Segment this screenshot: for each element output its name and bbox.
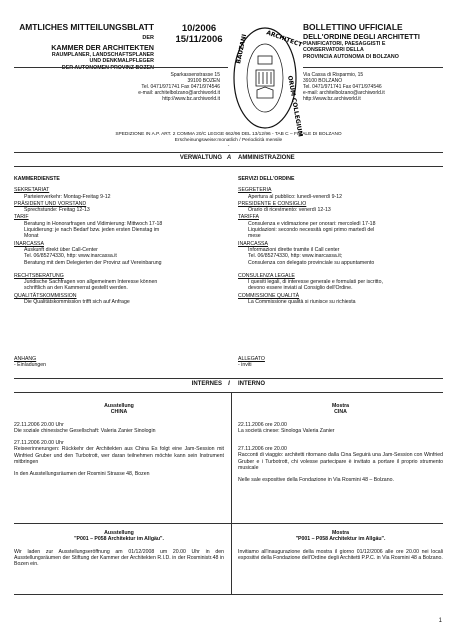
exhibit-head: Mostra	[331, 530, 349, 536]
header-left-title-1-suffix: DER	[142, 35, 154, 41]
service-line: Liquidazioni: secondo necessità ogni primo martedì del	[248, 227, 375, 234]
intern-row-divider	[14, 523, 443, 524]
exhibit-head: Ausstellung	[104, 530, 134, 536]
exhibit-date: 22.11.2006 ore 20.00	[238, 421, 287, 428]
exhibit-text: La società cinese: Sinologa Valeria Zanier	[238, 427, 335, 434]
header-right-title-2: DELL'ORDINE DEGLI ARCHITETTI	[303, 32, 420, 41]
service-line: Die Qualitätskommission trifft sich auf Anfrage	[24, 299, 130, 306]
service-title: RECHTSBERATUNG	[14, 272, 64, 279]
right-address-line: Via Cassa di Risparmio, 15	[303, 72, 364, 78]
shipping-info	[14, 132, 443, 150]
intern-bar-top-rule	[14, 378, 443, 379]
chamber-seal-logo	[232, 24, 304, 138]
service-title: PRESIDENTE E CONSIGLIO	[238, 200, 307, 207]
right-address	[303, 72, 443, 102]
header-right-rule	[303, 67, 443, 68]
exhibit-location: In den Ausstellungsräumen der Rosmini Strasse 48, Bozen	[14, 471, 150, 478]
section-bar-top-rule	[14, 152, 443, 153]
services-left-column	[14, 176, 220, 305]
attachments-right-item: - inviti	[238, 362, 252, 369]
header-right-sub-2: CONSERVATORI DELLA	[303, 47, 364, 54]
service-line: La Commissione qualità si riunisce su richiesta	[248, 299, 356, 306]
service-title: INARCASSA	[14, 240, 44, 247]
services-right-heading: SERVIZI DELL'ORDINE	[238, 176, 295, 182]
attachments-left-item: - Einladungen	[14, 362, 47, 369]
intern-bar-left: INTERNES	[191, 381, 222, 387]
exhibit-date: 22.11.2006 20.00 Uhr	[14, 421, 64, 428]
service-title: QUALITÄTSKOMMISSION	[14, 292, 77, 299]
service-title: TARIF	[14, 214, 29, 221]
shipping-dash: -	[227, 144, 230, 149]
issue-date: 15/11/2006	[175, 34, 223, 45]
services-left-heading: KAMMERDIENSTE	[14, 176, 60, 182]
service-line: Beratung mit dem Delegierten der Provinz auf Vereinbarung	[24, 259, 162, 266]
attachments-left-title: ANHANG	[14, 356, 37, 362]
exhibit-text: Wir laden zur Ausstellungseröffnung am 01/12/2008 um 20.00 Uhr in den Ausstellungsräumen der Stiftung der Kammer der Architekten R.I.D. in der Rosministr.48 in Bozen ein.	[14, 548, 224, 568]
service-line: Orario di ricevimento: venerdì 12-13	[248, 207, 331, 214]
service-line: Consulenza con delegato provinciale su appuntamento	[248, 259, 375, 266]
header-left-sub-3: DER AUTONOMEN PROVINZ BOZEN	[61, 64, 154, 71]
service-line: Sprechstunde: Freitag 12-13	[24, 207, 90, 214]
service-line: Beratung in Honorarfragen und Vidimierung: Mittwoch 17-18	[24, 220, 163, 227]
intern-bar-right: INTERNO	[238, 381, 265, 387]
right-address-website[interactable]: http://www.bz.archiworld.it	[303, 96, 361, 102]
service-line: Monat	[24, 233, 39, 240]
svg-text:ORUM COLLEGIUM: ORUM COLLEGIUM	[286, 75, 304, 138]
service-line: Juridische Sachfragen von allgemeinem Interesse können	[24, 279, 158, 286]
header-left-sub-2: UND DENKMALPFLEGER	[89, 58, 154, 65]
service-title: SEKRETARIAT	[14, 187, 50, 194]
intern-bar-separator: I	[228, 381, 230, 387]
intern-bar-bottom-rule	[14, 392, 443, 393]
header-left-title-block	[14, 23, 154, 71]
exhibit-head: "P001 – P058 Architektur im Allgäu".	[74, 536, 164, 543]
exhibit-china-it	[238, 403, 443, 484]
services-right-column	[238, 176, 443, 305]
exhibit-date: 27.11.2006 20.00 Uhr	[14, 440, 64, 447]
svg-text:ARCHITECT: ARCHITECT	[265, 29, 304, 49]
exhibit-text: Reiseerinnerungen: Rückkehr der Architekten aus China Es folgt eine Jam-Session mit Winfried Gruber und den Turbotrott, wer daran teilnehmen möchte kann sein Instrument mitbringen	[14, 446, 224, 466]
exhibit-text: Racconti di viaggio: architetti ritornano dalla Cina Seguirà una Jam-Session con Winfried Gruber e i Turbotrott, chi volesse partecipare è invitato a portare il proprio strumento musicale	[238, 452, 443, 472]
header-right-title-1: BOLLETTINO UFFICIALE	[303, 22, 403, 32]
service-line: Liquidierung: je nach Bedarf bzw. jeden ersten Dienstag im	[24, 227, 160, 234]
service-title: SEGRETERIA	[238, 187, 272, 194]
left-address-line: Tel. 0471/971741 Fax 0471/974546	[141, 84, 220, 90]
header-left-title-1	[14, 23, 154, 43]
header-issue	[164, 23, 234, 45]
section-bar-left: VERWALTUNG	[179, 155, 222, 161]
right-address-email[interactable]: e-mail: architelbolzano@archiworld.it	[303, 90, 385, 96]
service-line: mese	[248, 233, 261, 240]
left-address-line: 39100 BOZEN	[187, 78, 220, 84]
exhibit-text: Die soziale chinesische Gesellschaft: Valeria Zanier Sinologin	[14, 427, 156, 434]
section-bar-right: AMMINISTRAZIONE	[238, 155, 295, 161]
service-line: Informazioni dirette tramite il Call center	[248, 246, 340, 253]
service-line: devono essere inviati al Consiglio dell'Ordine.	[248, 285, 353, 292]
header-right-title-block	[303, 23, 443, 60]
left-address-line: Sparkassenstrasse 15	[170, 72, 220, 78]
exhibit-head: CHINA	[110, 409, 128, 416]
header-right-sub-1: PIANIFICATORI, PAESAGGISTI E	[303, 41, 386, 47]
left-address-email[interactable]: e-mail: architelbolzano@archiworld.it	[138, 90, 220, 96]
service-line: Parteienverkehr: Montag-Freitag 9-12	[24, 193, 111, 200]
header-left-sub-1: RAUMPLANER, LANDSCHAFTSPLANER	[51, 52, 154, 58]
service-line: schriftlich an den Kammerrat gestellt werden.	[24, 285, 128, 292]
service-title: TARIFFA	[238, 214, 259, 221]
issue-number: 10/2006	[181, 23, 217, 34]
attachments-left	[14, 356, 134, 369]
exhibit-text: Invitiamo all'inaugurazione della mostra il giorno 01/12/2006 alle ore 20.00 nei locali espositivi della Fondazione dell'Ordine degli Architetti P.P.C. in Via Rosmini 48 a Bolzano.	[238, 548, 443, 561]
exhibit-allgaeu-de	[14, 530, 224, 567]
service-title: COMMISSIONE QUALITÀ	[238, 292, 300, 299]
service-title: CONSULENZA LEGALE	[238, 272, 295, 279]
shipping-line: SPEDIZIONE IN A.P. ART. 2 COMMA 20/C LEGGE 662/96 DEL 13/12/96 - TAB C – FILIALE DI BOLZANO	[115, 132, 342, 137]
exhibit-head: CINA	[334, 409, 347, 416]
header-left-title-1-text: AMTLICHES MITTEILUNGSBLATT	[19, 22, 154, 32]
left-address-website[interactable]: http://www.bz.archiworld.it	[162, 96, 220, 102]
service-title: INARCASSA	[238, 240, 268, 247]
intern-column-divider	[231, 392, 232, 594]
service-line: Tel. 06/85274330, http: www.inarcassa.it	[24, 253, 117, 260]
left-address	[80, 72, 220, 102]
section-bar-separator: A	[226, 155, 232, 161]
exhibit-location: Nelle sale espositive della Fondazione in Via Rosmini 48 – Bolzano.	[238, 477, 394, 484]
exhibit-date: 27.11.2006 ore 20.00	[238, 446, 287, 453]
service-line: Consulenza e vidimazione per onorari: mercoledì 17-18	[248, 220, 376, 227]
intern-table-bottom-rule	[14, 594, 443, 595]
header-left-rule	[14, 67, 228, 68]
service-title: PRÄSIDENT UND VORSTAND	[14, 200, 87, 207]
frequency-line: Erscheinungsweise:monatlich / Periodicità mensile	[174, 138, 283, 143]
service-line: Auskunft direkt über Call-Center	[24, 246, 98, 253]
exhibit-head: Ausstellung	[104, 403, 134, 409]
header-left-title-2: KAMMER DER ARCHITEKTEN	[51, 43, 154, 52]
right-address-line: 39100 BOLZANO	[303, 78, 343, 84]
right-address-line: Tel. 0471/971741 Fax 0471/974546	[303, 84, 382, 90]
attachments-right	[238, 356, 358, 369]
service-line: Tel. 06/85274330, http: www.inarcassa.it;	[248, 253, 343, 260]
attachments-right-title: ALLEGATO	[238, 356, 265, 362]
page-number: 1	[438, 618, 442, 624]
exhibit-head: Mostra	[331, 403, 349, 409]
exhibit-head: "P001 – P058 Architektur im Allgäu".	[295, 536, 386, 543]
exhibit-china-de	[14, 403, 224, 478]
service-line: Apertura al pubblico: lunedì-venerdì 9-12	[248, 193, 343, 200]
exhibit-allgaeu-it	[238, 530, 443, 561]
svg-text:BAUZANI: BAUZANI	[235, 33, 249, 65]
section-bar-bottom-rule	[14, 166, 443, 167]
header-right-sub-3: PROVINCIA AUTONOMA DI BOLZANO	[303, 53, 399, 60]
service-line: I quesiti legali, di interesse generale e formulati per iscritto,	[248, 279, 383, 286]
